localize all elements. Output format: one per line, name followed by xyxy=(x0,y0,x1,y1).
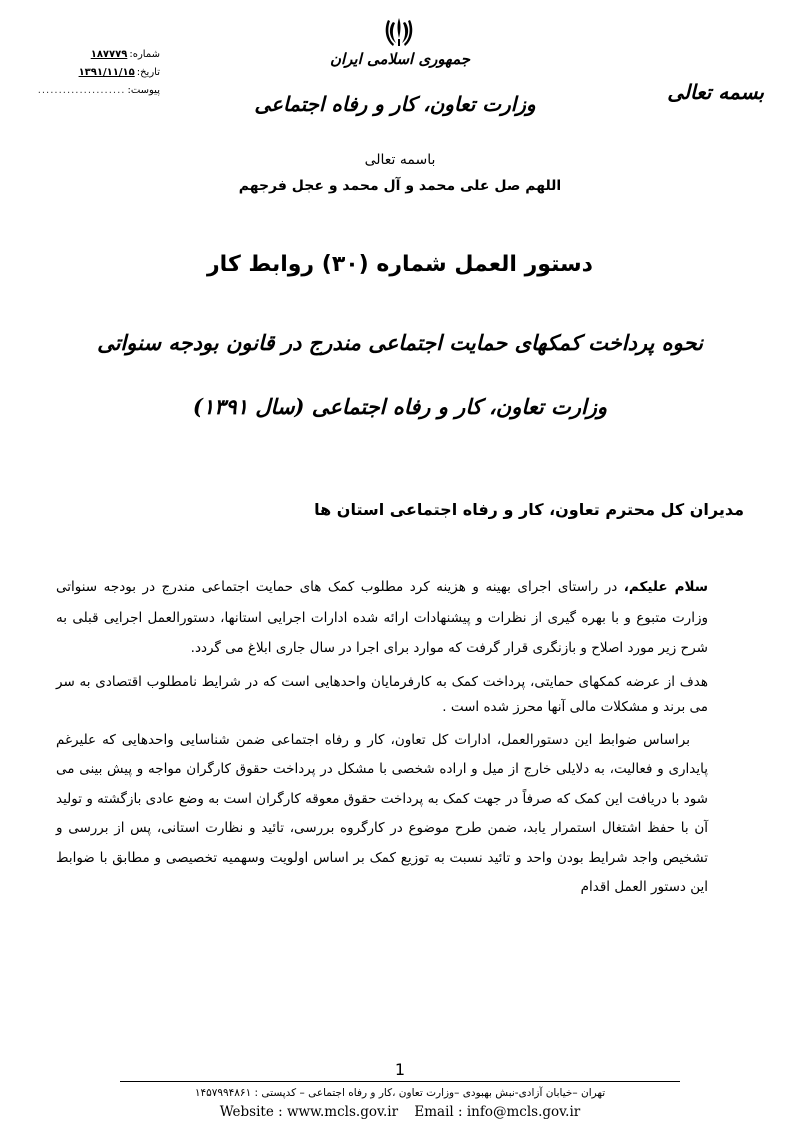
attachment-row xyxy=(37,82,160,100)
basmala-calligraphy: بسمه تعالی xyxy=(667,80,764,104)
document-title: دستور العمل شماره (۳۰) روابط کار xyxy=(207,252,593,277)
body-text xyxy=(56,572,708,903)
attachment-label: پیوست: xyxy=(127,85,160,96)
date-row xyxy=(40,64,160,82)
footer-website: Website : www.mcls.gov.ir xyxy=(219,1104,399,1120)
republic-name: جمهوری اسلامی ایران xyxy=(329,50,471,68)
paragraph-1 xyxy=(56,572,708,664)
footer-email: Email : info@mcls.gov.ir xyxy=(414,1104,581,1120)
footer-address: تهران –خیابان آزادی-نبش بهبودی –وزارت تعاون ،کار و رفاه اجتماعی – کدپستی : ۱۴۵۷۹۹۴۸۶۱ xyxy=(194,1087,606,1099)
document-subtitle-line1: نحوه پرداخت کمکهای حمایت اجتماعی مندرج در قانون بودجه سنواتی xyxy=(97,330,703,355)
paragraph-1-text: در راستای اجرای بهینه و هزینه کرد مطلوب کمک های حمایت اجتماعی مندرج در بودجه سنواتی وزارت متبوع و با بهره گیری از نظرات و پیشنهادات ارائه شده ادارات اجرایی استانها، دستورالعمل اجرایی قبلی به شرح زیر مورد اصلاح و بازنگری قرار گرفت که موارد برای اجرا در سال جاری ابلاغ می گردد. xyxy=(56,579,708,656)
number-row xyxy=(40,46,160,64)
footer-divider xyxy=(120,1081,680,1082)
footer-contact xyxy=(0,1104,800,1120)
ministry-name: وزارت تعاون، کار و رفاه اجتماعی xyxy=(254,92,536,116)
paragraph-3: براساس ضوابط این دستورالعمل، ادارات کل تعاون، کار و رفاه اجتماعی ضمن شناسایی واحدهایی که علیرغم پایداری و فعالیت، به دلایلی خارج از میل و اراده شخصی با مشکل در پرداخت حقوق کارگران مواجه و پیش بینی می شود با دریافت این کمک که صرفاً در جهت کمک به پرداخت حقوق معوقه کارگران است به وضع عادی بازگشته و تولید آن با حفظ اشتغال استمرار یابد، ضمن طرح موضوع در کارگروه بررسی، تائید و نظارت استانی، پس از بررسی و تشخیص واجد شرایط بودن واحد و تائید نسبت به توزیع کمک بر اساس اولویت وسهمیه تخصیصی و مطابق با ضوابط این دستور العمل اقدام xyxy=(56,731,708,895)
greeting: سلام علیکم، xyxy=(623,579,708,595)
attachment-blank: ..................... xyxy=(37,85,126,96)
date-value: ۱۳۹۱/۱۱/۱۵ xyxy=(78,67,135,78)
salawat-line: اللهم صل علی محمد و آل محمد و عجل فرجهم xyxy=(238,178,562,194)
date-label: تاریخ: xyxy=(136,67,160,78)
paragraph-2: هدف از عرضه کمکهای حمایتی، پرداخت کمک به کارفرمایان واحدهایی است که در شرایط نامطلوب اقتصادی به سر می برند و مشکلات مالی آنها محرز شده است . xyxy=(56,673,708,715)
letter-metadata xyxy=(37,46,160,100)
addressee: مدیران کل محترم تعاون، کار و رفاه اجتماعی استان ها xyxy=(314,500,744,519)
number-label: شماره: xyxy=(129,49,160,60)
document-subtitle-line2: وزارت تعاون، کار و رفاه اجتماعی (سال ۱۳۹۱) xyxy=(192,394,608,419)
bismihi-line: باسمه تعالی xyxy=(364,152,436,168)
number-value: ۱۸۷۷۷۹ xyxy=(90,49,128,60)
iran-emblem-icon xyxy=(384,16,414,48)
page-number: 1 xyxy=(394,1060,406,1079)
